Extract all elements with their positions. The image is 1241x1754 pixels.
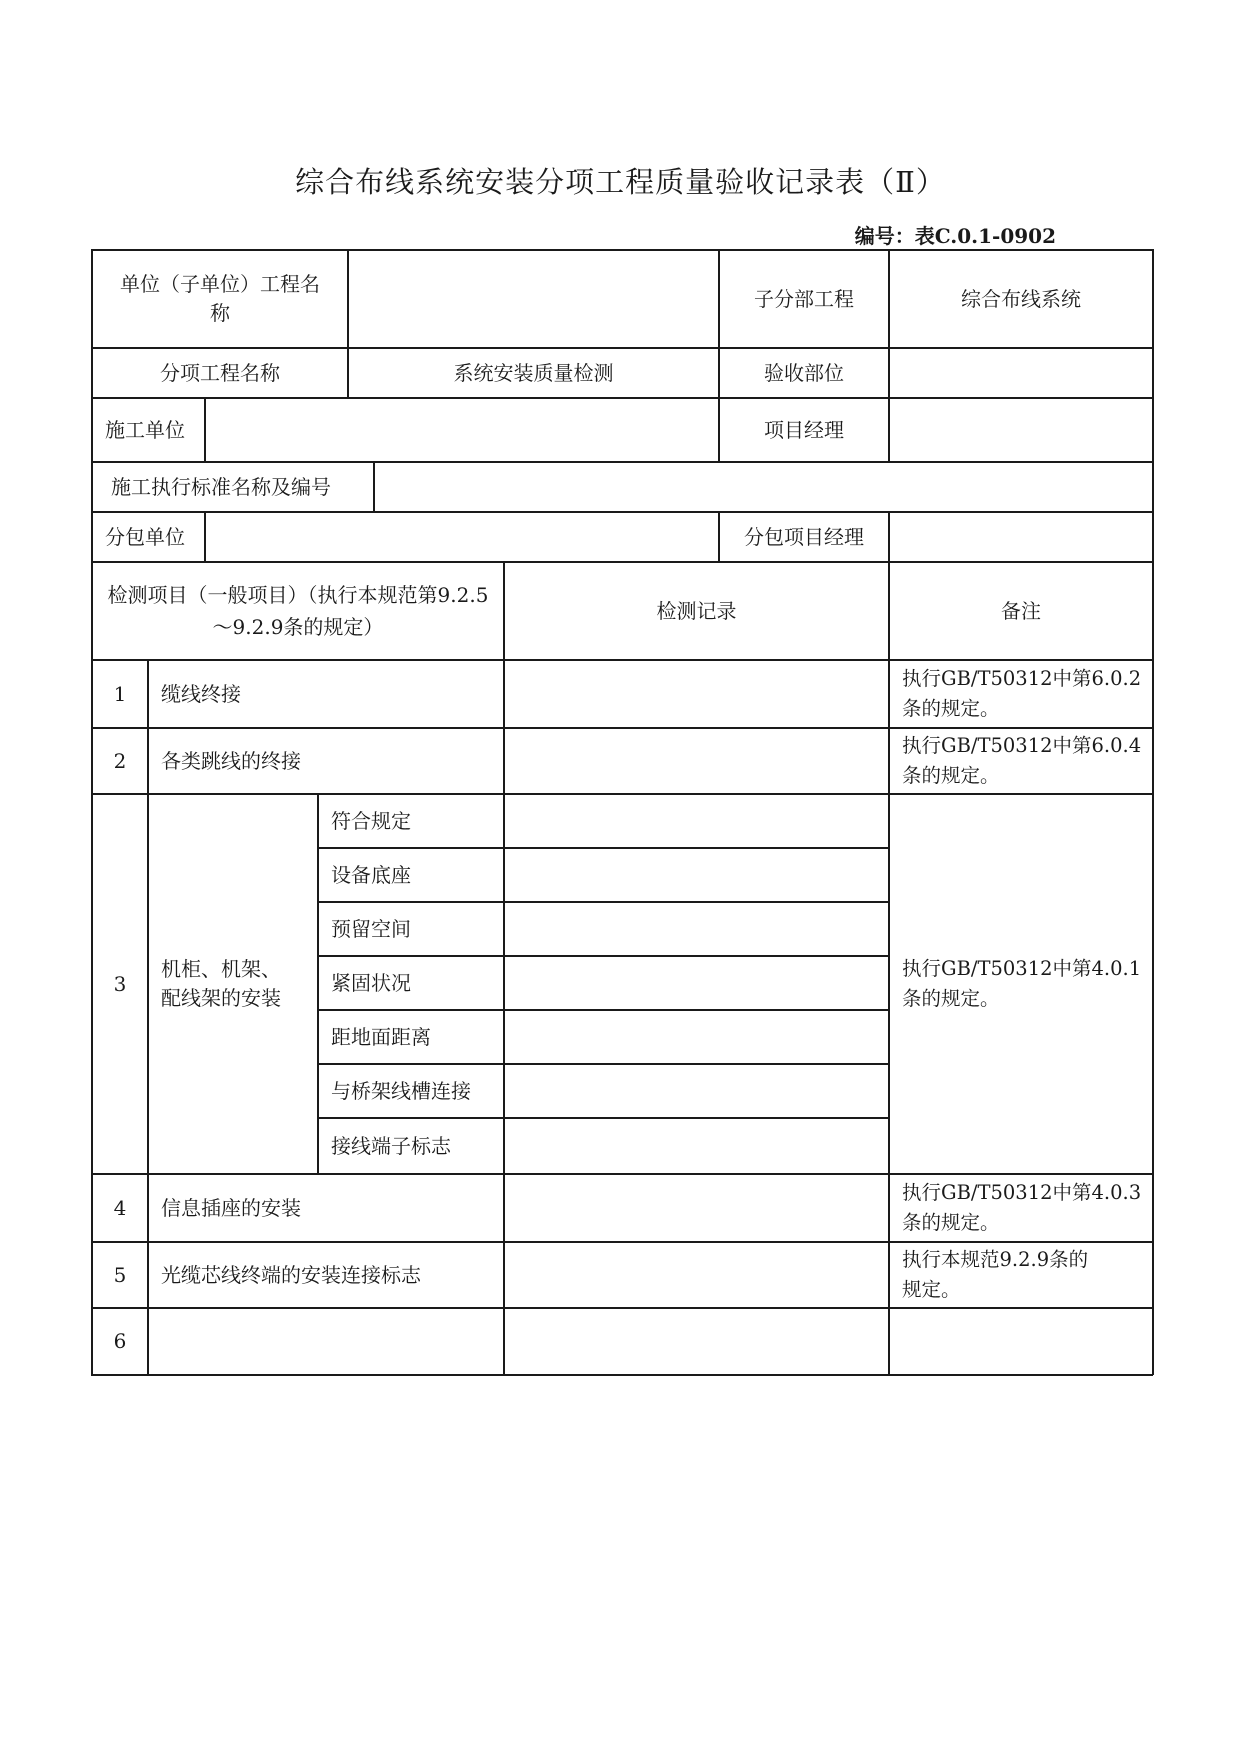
row-record-field[interactable] [505,1175,888,1241]
subitem-label: 紧固状况 [331,970,411,995]
table-border [91,1374,1153,1376]
row-remark: 执行GB/T50312中第6.0.2条的规定。 [902,666,1142,720]
row-record-field[interactable] [505,1243,888,1307]
subitem-record-field[interactable] [505,903,888,955]
subitem-label: 设备底座 [331,862,411,887]
construction-unit-field[interactable] [206,399,718,461]
construction-unit-label: 施工单位 [105,417,185,442]
row-number: 6 [113,1329,127,1353]
sub-pm-label: 分包项目经理 [744,524,864,549]
page-title: 综合布线系统安装分项工程质量验收记录表（Ⅱ） [295,165,946,199]
subitem-label: 距地面距离 [331,1024,431,1049]
row-item: 缆线终接 [161,681,241,706]
subitem-label: 接线端子标志 [331,1133,451,1158]
item-name-value: 系统安装质量检测 [453,360,614,385]
row-item: 机柜、机架、配线架的安装 [161,957,281,1010]
subcontractor-field[interactable] [206,513,718,561]
row-number: 2 [113,748,127,773]
standard-field[interactable] [375,463,1152,511]
sub-division-value: 综合布线系统 [961,286,1081,311]
item-name-label: 分项工程名称 [160,360,280,385]
sub-division-label: 子分部工程 [754,286,854,311]
row-item-field[interactable] [149,1309,503,1374]
subcontractor-label: 分包单位 [105,524,185,549]
row-remark: 执行本规范9.2.9条的规定。 [902,1247,1089,1301]
row-remark: 执行GB/T50312中第4.0.1条的规定。 [902,956,1142,1010]
project-manager-field[interactable] [890,399,1152,461]
sub-pm-field[interactable] [890,513,1152,561]
acceptance-part-label: 验收部位 [764,360,844,385]
subitem-record-field[interactable] [505,795,888,847]
subitem-record-field[interactable] [505,957,888,1009]
subitem-record-field[interactable] [505,849,888,901]
row-number: 5 [113,1262,127,1287]
subitem-record-field[interactable] [505,1011,888,1063]
row-remark: 执行GB/T50312中第4.0.3条的规定。 [902,1180,1142,1234]
subitem-label: 与桥架线槽连接 [331,1078,471,1103]
row-number: 1 [113,681,127,706]
row-number: 3 [113,971,127,996]
subitem-label: 预留空间 [331,916,411,941]
row-remark-field[interactable] [890,1309,1152,1374]
row-item: 各类跳线的终接 [161,748,301,773]
subitem-record-field[interactable] [505,1065,888,1117]
row-record-field[interactable] [505,729,888,793]
unit-project-field[interactable] [349,251,718,347]
unit-project-label: 单位（子单位）工程名称 [120,272,320,325]
row-item: 信息插座的安装 [161,1195,301,1220]
column-header-remark: 备注 [1001,598,1041,623]
row-item: 光缆芯线终端的安装连接标志 [161,1262,421,1287]
project-manager-label: 项目经理 [764,417,844,442]
subitem-label: 符合规定 [331,808,411,833]
row-number: 4 [113,1195,127,1220]
row-record-field[interactable] [505,1309,888,1374]
form-code: 编号：表C.0.1-0902 [854,224,1056,248]
standard-label: 施工执行标准名称及编号 [111,474,331,499]
acceptance-part-field[interactable] [890,349,1152,397]
table-border [1152,249,1154,1375]
subitem-record-field[interactable] [505,1119,888,1173]
row-record-field[interactable] [505,661,888,727]
column-header-item: 检测项目（一般项目）（执行本规范第9.2.5～9.2.9条的规定） [107,583,489,639]
row-remark: 执行GB/T50312中第6.0.4条的规定。 [902,733,1142,787]
column-header-record: 检测记录 [656,598,737,623]
